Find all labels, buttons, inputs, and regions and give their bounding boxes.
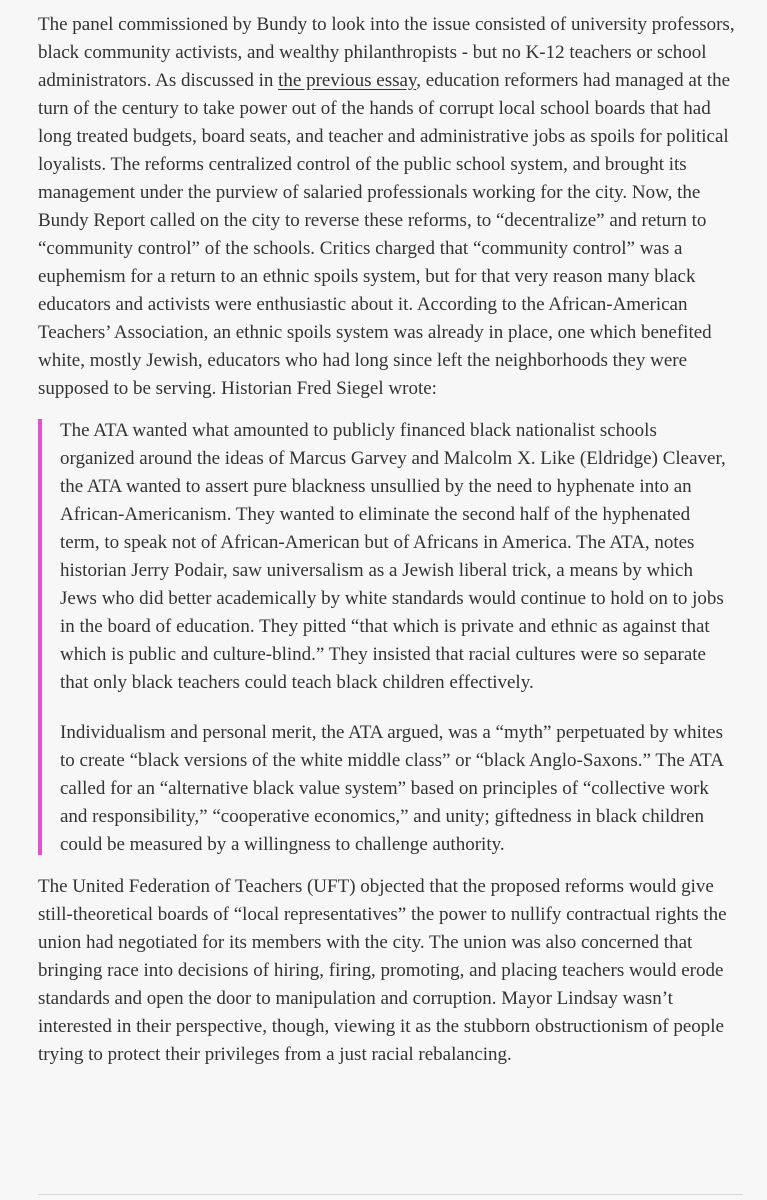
siegel-blockquote	[38, 417, 732, 859]
blockquote-paragraph-individualism: Individualism and personal merit, the ATA argued, was a “myth” perpetuated by whites to create “black versions of the white middle class” or “black Anglo-Saxons.” The ATA called for an “alternative black value system” based on principles of “collective work and responsibility,” “cooperative economics,” and unity; giftedness in black children could be measured by a willingness to challenge authority.	[60, 722, 723, 855]
section-divider	[38, 1194, 743, 1195]
paragraph-bundy-panel-text-before-link: The panel commissioned by Bundy to look into the issue consisted of university professors, black community activists, and wealthy philanthropists - but no K-12 teachers or school administrators. As discussed in	[38, 14, 735, 91]
paragraph-uft-objection: The United Federation of Teachers (UFT) objected that the proposed reforms would give still-theoretical boards of “local representatives” the power to nullify contractual rights the union had negotiated for its members with the city. The union was also concerned that bringing race into decisions of hiring, firing, promoting, and placing teachers would erode standards and open the door to manipulation and corruption. Mayor Lindsay wasn’t interested in their perspective, though, viewing it as the stubborn obstructionism of people trying to protect their privileges from a just racial rebalancing.	[38, 876, 727, 1065]
blockquote-accent-bar	[38, 419, 42, 855]
paragraph-bundy-panel-text-after-link: , education reformers had managed at the turn of the century to take power out of the hands of corrupt local school boards that had long treated budgets, board seats, and teacher and administrative jobs as spoils for political loyalists. The reforms centralized control of the public school system, and brought its management under the purview of salaried professionals working for the city. Now, the Bundy Report called on the city to reverse these reforms, to “decentralize” and return to “community control” of the schools. Critics charged that “community control” was a euphemism for a return to an ethnic spoils system, but for that very reason many black educators and activists were enthusiastic about it. According to the African-American Teachers’ Association, an ethnic spoils system was already in place, one which benefited white, mostly Jewish, educators who had long since left the neighborhoods they were supposed to be serving. Historian Fred Siegel wrote:	[38, 70, 731, 399]
previous-essay-link[interactable]: the previous essay	[278, 70, 417, 91]
blockquote-paragraph-ata-nationalism: The ATA wanted what amounted to publicly financed black nationalist schools organized around the ideas of Marcus Garvey and Malcolm X. Like (Eldridge) Cleaver, the ATA wanted to assert pure blackness unsullied by the need to hyphenate into an African-Americanism. They wanted to eliminate the second half of the hyphenated term, to speak not of African-American but of Africans in America. The ATA, notes historian Jerry Podair, saw universalism as a Jewish liberal trick, a means by which Jews who did better academically by white standards would continue to hold on to jobs in the board of education. They pitted “that which is private and ethnic as against that which is public and culture-blind.” They insisted that racial cultures were so separate that only black teachers could teach black children effectively.	[60, 420, 726, 693]
paragraph-bundy-panel	[38, 11, 740, 403]
